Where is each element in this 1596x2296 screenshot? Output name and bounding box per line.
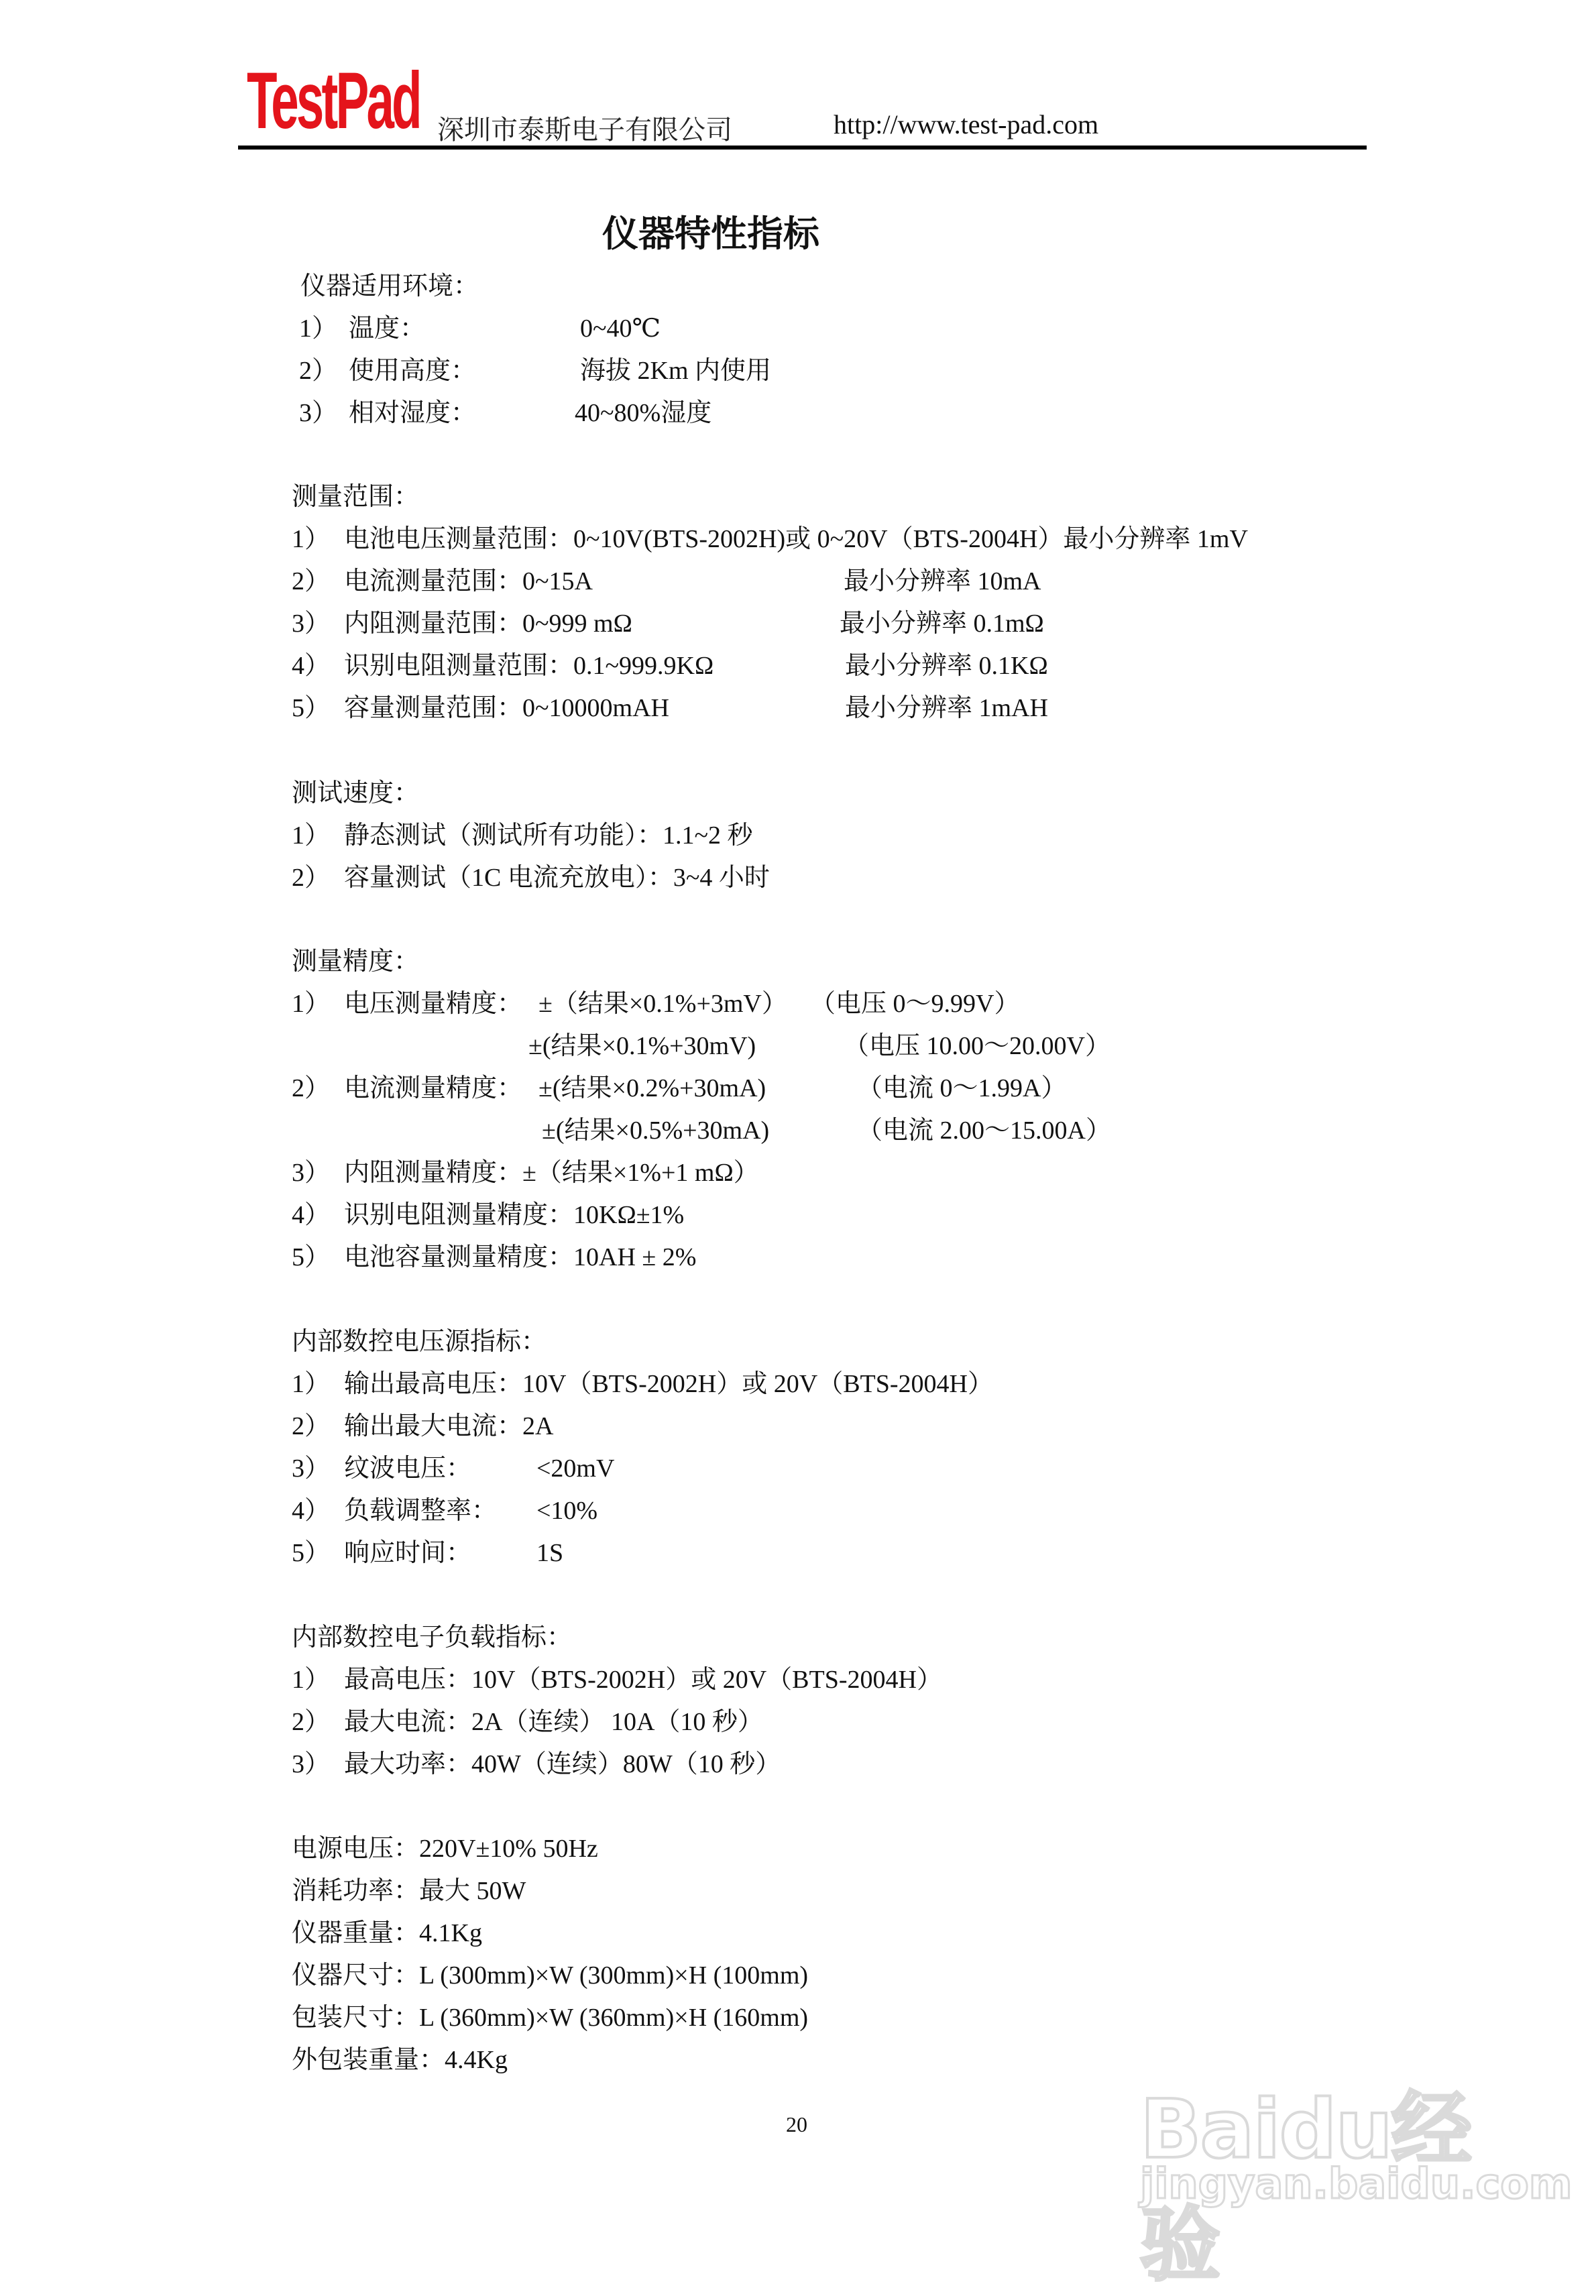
item-number: 1） xyxy=(292,525,331,553)
item-resolution: 最小分辨率 0.1mΩ xyxy=(840,610,1044,638)
spec-dimensions: 仪器尺寸：L (300mm)×W (300mm)×H (100mm) xyxy=(292,1961,809,1990)
item-value: 2A xyxy=(522,1412,554,1440)
item-label: 电流测量精度： xyxy=(344,1074,523,1102)
item-number: 3） xyxy=(299,399,338,427)
list-item xyxy=(292,1496,497,1526)
item-text: 电池电压测量范围：0~10V(BTS-2002H)或 0~20V（BTS-2004H）最小分辨率 1mV xyxy=(344,525,1248,553)
item-number: 3） xyxy=(292,1454,331,1483)
watermark-domain: jingyan.baidu.com xyxy=(1140,2159,1573,2208)
item-number: 5） xyxy=(292,1539,331,1567)
item-number: 3） xyxy=(292,1159,331,1187)
item-number: 5） xyxy=(292,1243,331,1271)
accuracy-formula: ±（结果×1%+1 mΩ） xyxy=(522,1159,759,1187)
item-number: 2） xyxy=(292,864,331,892)
item-number: 1） xyxy=(292,821,331,850)
item-value: 40~80%湿度 xyxy=(575,399,712,427)
item-number: 3） xyxy=(292,1750,331,1778)
item-label: 温度： xyxy=(349,314,426,343)
item-label: 识别电阻测量精度： xyxy=(344,1201,574,1229)
list-item xyxy=(292,651,714,681)
list-item xyxy=(292,1538,471,1568)
spec-package-dimensions: 包装尺寸：L (360mm)×W (360mm)×H (160mm) xyxy=(292,2004,809,2032)
accuracy-condition: （电流 0～1.99A） xyxy=(857,1074,1067,1102)
list-item xyxy=(292,1749,781,1779)
section-heading-electronic-load: 内部数控电子负载指标： xyxy=(292,1623,573,1652)
item-number: 2） xyxy=(292,1074,331,1102)
item-text: 电流测量范围：0~15A xyxy=(344,567,593,595)
item-value: 10V（BTS-2002H）或 20V（BTS-2004H） xyxy=(522,1370,993,1398)
item-value: 1S xyxy=(536,1539,564,1567)
company-name: 深圳市泰斯电子有限公司 xyxy=(437,115,732,145)
section-heading-speed: 测试速度： xyxy=(292,779,420,807)
accuracy-formula: 10AH ± 2% xyxy=(573,1243,697,1271)
item-number: 4） xyxy=(292,1497,331,1525)
list-item xyxy=(292,821,753,850)
list-item xyxy=(299,398,476,428)
item-label: 纹波电压： xyxy=(344,1454,472,1483)
section-heading-voltage-source: 内部数控电压源指标： xyxy=(292,1328,547,1356)
item-text: 最大功率：40W（连续）80W（10 秒） xyxy=(344,1750,781,1778)
item-label: 内阻测量精度： xyxy=(344,1159,523,1187)
accuracy-formula: ±(结果×0.2%+30mA) xyxy=(538,1074,766,1102)
item-label: 电压测量精度： xyxy=(344,990,523,1018)
item-number: 3） xyxy=(292,610,331,638)
item-text: 内阻测量范围：0~999 mΩ xyxy=(344,610,632,638)
item-text: 容量测量范围：0~10000mAH xyxy=(344,694,670,722)
item-label: 负载调整率： xyxy=(344,1497,498,1525)
header-rule xyxy=(238,146,1367,150)
item-text: 最高电压：10V（BTS-2002H）或 20V（BTS-2004H） xyxy=(344,1666,942,1694)
item-number: 2） xyxy=(299,357,338,385)
accuracy-formula: ±(结果×0.5%+30mA) xyxy=(542,1116,770,1145)
list-item xyxy=(292,1369,993,1399)
list-item xyxy=(299,356,476,386)
item-number: 1） xyxy=(292,1666,331,1694)
item-number: 1） xyxy=(299,314,338,343)
list-item xyxy=(292,1665,942,1695)
section-heading-accuracy: 测量精度： xyxy=(292,948,420,976)
item-label: 输出最高电压： xyxy=(344,1370,523,1398)
item-text: 容量测试（1C 电流充放电）：3~4 小时 xyxy=(344,864,770,892)
list-item xyxy=(292,1243,696,1272)
item-resolution: 最小分辨率 0.1KΩ xyxy=(845,652,1048,680)
item-label: 相对湿度： xyxy=(349,399,477,427)
accuracy-condition: （电压 10.00～20.00V） xyxy=(844,1032,1110,1060)
item-number: 1） xyxy=(292,1370,331,1398)
list-item xyxy=(292,1200,684,1230)
item-number: 2） xyxy=(292,1412,331,1440)
spec-power-supply: 电源电压：220V±10% 50Hz xyxy=(292,1835,598,1863)
item-number: 4） xyxy=(292,652,331,680)
item-number: 2） xyxy=(292,1708,331,1736)
item-label: 电池容量测量精度： xyxy=(344,1243,574,1271)
item-resolution: 最小分辨率 10mA xyxy=(844,567,1041,595)
section-heading-range: 测量范围： xyxy=(292,483,420,511)
item-label: 使用高度： xyxy=(349,357,477,385)
item-number: 4） xyxy=(292,1201,331,1229)
list-item xyxy=(299,314,425,343)
item-number: 5） xyxy=(292,694,331,722)
item-text: 最大电流：2A（连续） 10A（10 秒） xyxy=(344,1708,763,1736)
item-value: <20mV xyxy=(536,1454,615,1483)
item-label: 响应时间： xyxy=(344,1539,472,1567)
item-resolution: 最小分辨率 1mAH xyxy=(845,694,1048,722)
spec-package-weight: 外包装重量：4.4Kg xyxy=(292,2046,508,2074)
section-heading-environment: 仪器适用环境： xyxy=(300,272,479,300)
accuracy-condition: （电流 2.00～15.00A） xyxy=(857,1116,1111,1145)
item-label: 输出最大电流： xyxy=(344,1412,523,1440)
item-number: 1） xyxy=(292,990,331,1018)
testpad-logo: TestPad xyxy=(247,56,420,146)
list-item xyxy=(292,524,1248,554)
item-value: 海拔 2Km 内使用 xyxy=(580,357,772,385)
spec-power-consumption: 消耗功率：最大 50W xyxy=(292,1877,526,1905)
page-title: 仪器特性指标 xyxy=(602,213,819,255)
list-item xyxy=(292,989,522,1019)
item-number: 2） xyxy=(292,567,331,595)
baidu-watermark xyxy=(1133,2065,1573,2292)
list-item xyxy=(292,1158,759,1188)
list-item xyxy=(292,1707,763,1737)
item-value: <10% xyxy=(536,1497,598,1525)
item-text: 识别电阻测量范围：0.1~999.9KΩ xyxy=(344,652,714,680)
list-item xyxy=(292,1454,471,1483)
spec-weight: 仪器重量：4.1Kg xyxy=(292,1919,482,1947)
accuracy-formula: ±（结果×0.1%+3mV） xyxy=(538,990,787,1018)
page-number: 20 xyxy=(786,2112,807,2136)
accuracy-formula: ±(结果×0.1%+30mV) xyxy=(528,1032,756,1060)
list-item xyxy=(292,1412,553,1441)
list-item xyxy=(292,609,632,638)
accuracy-formula: 10KΩ±1% xyxy=(573,1201,685,1229)
list-item xyxy=(292,693,669,723)
accuracy-condition: （电压 0～9.99V） xyxy=(810,990,1020,1018)
company-url[interactable]: http://www.test-pad.com xyxy=(834,109,1099,139)
list-item xyxy=(292,567,593,596)
item-text: 静态测试（测试所有功能）：1.1~2 秒 xyxy=(344,821,753,850)
list-item xyxy=(292,1074,522,1103)
item-value: 0~40℃ xyxy=(580,314,661,343)
baidu-logo-icon: Baidu经验 xyxy=(1140,2083,1471,2292)
list-item xyxy=(292,863,770,893)
